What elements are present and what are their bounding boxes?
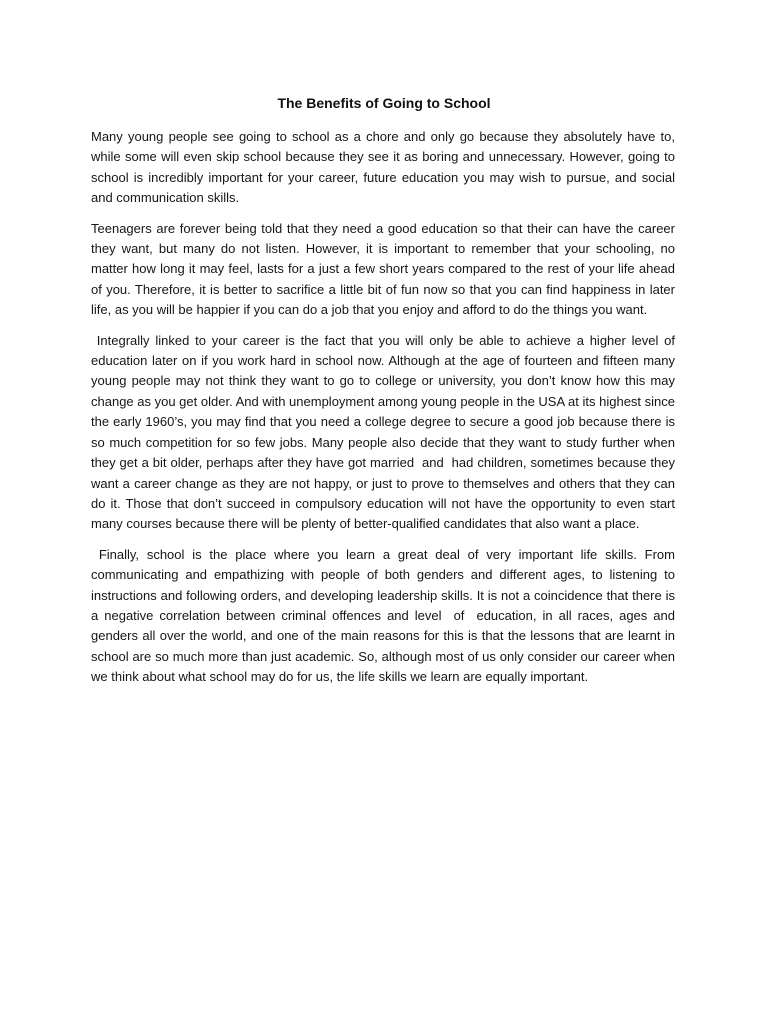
document-title: The Benefits of Going to School [277, 95, 491, 111]
document-body [91, 127, 683, 698]
paragraph-2: Teenagers are forever being told that they need a good education so that their can have the career they want, but many do not listen. However, it is important to remember that your schooling, no matter how long it may feel, lasts for a just a few short years compared to the rest of your life ahead of you. Therefore, it is better to sacrifice a little bit of fun now so that you can find happiness in later life, as you will be happier if you can do a job that you enjoy and afford to do the things you want. [91, 220, 679, 318]
paragraph-1: Many young people see going to school as a chore and only go because they absolutely have to, while some will even skip school because they see it as boring and unnecessary. However, going to school is incredibly important for your career, future education you may wish to pursue, and social and communication skills. [91, 129, 679, 206]
paragraph-3: Integrally linked to your career is the fact that you will only be able to achieve a higher level of education later on if you work hard in school now. Although at the age of fourteen and fifteen many young people may not think they want to go to college or university, you don’t know how this may change as you get older. And with unemployment among young people in the USA at its highest since the early 1960’s, you may find that you need a college degree to secure a good job because there is so much competition for so few jobs. Many people also decide that they want to study further when they get a bit older, perhaps after they have got married and had children, sometimes because they want a career change as they are not happy, or just to prove to themselves and others that they can do it. Those that don’t succeed in compulsory education will not have the opportunity to even start many courses because there will be plenty of better-qualified candidates that also want a place. [91, 332, 679, 532]
paragraph-4: Finally, school is the place where you learn a great deal of very important life skills. From communicating and empathizing with people of both genders and different ages, to listening to instructions and following orders, and developing leadership skills. It is not a coincidence that there is a negative correlation between criminal offences and level of education, in all races, ages and genders all over the world, and one of the main reasons for this is that the lessons that are learnt in school are so much more than just academic. So, although most of us only consider our career when we think about what school may do for us, the life skills we learn are equally important. [91, 546, 683, 685]
